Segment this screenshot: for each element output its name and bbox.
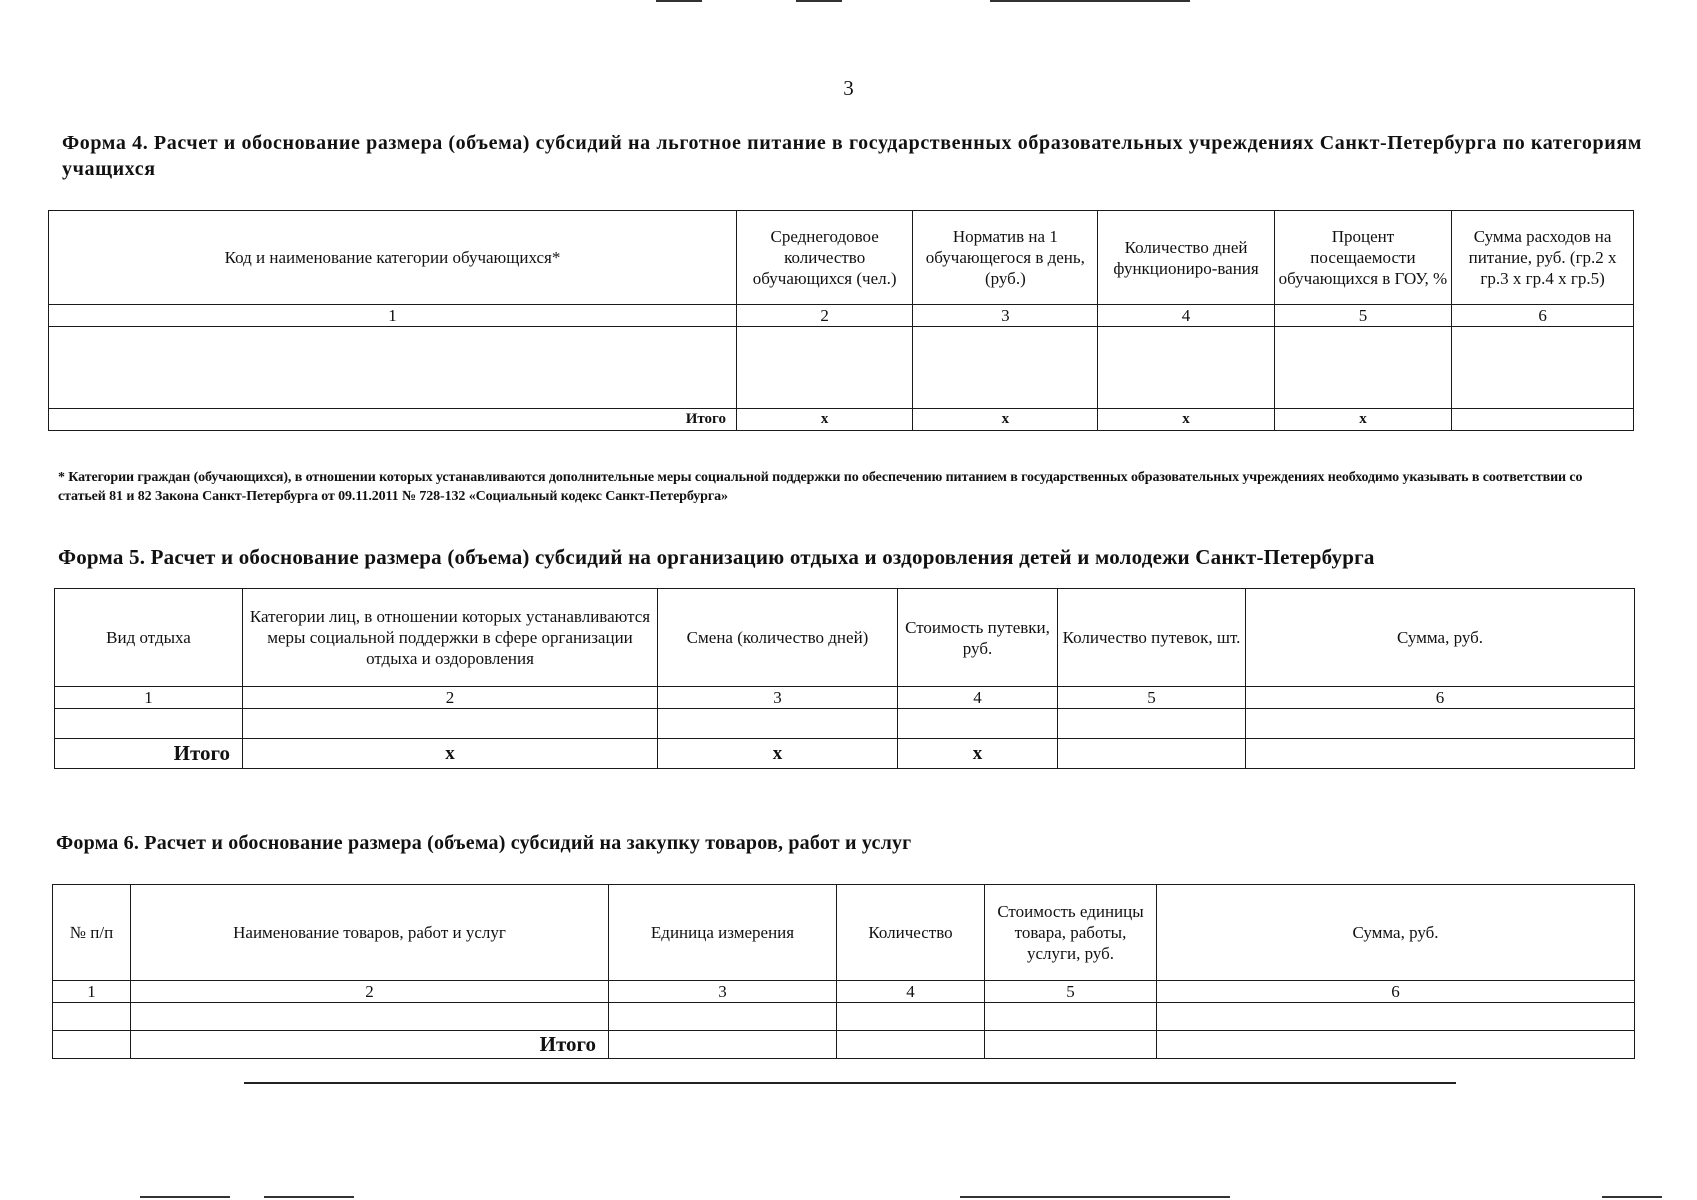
table-cell — [609, 1003, 837, 1031]
total-cell — [609, 1031, 837, 1059]
table-header-row — [49, 211, 1634, 305]
column-number: 2 — [736, 305, 912, 327]
total-cell — [53, 1031, 131, 1059]
total-mark: x — [736, 409, 912, 431]
header-cell: Сумма, руб. — [1246, 589, 1635, 687]
table-cell — [736, 327, 912, 409]
column-number: 6 — [1246, 687, 1635, 709]
column-number: 6 — [1452, 305, 1634, 327]
header-cell: Наименование товаров, работ и услуг — [131, 885, 609, 981]
table-row — [49, 327, 1634, 409]
header-cell: № п/п — [53, 885, 131, 981]
table-cell — [1274, 327, 1451, 409]
scan-artifact — [1602, 1196, 1662, 1198]
total-label: Итого — [55, 739, 243, 769]
table-cell — [1157, 1003, 1635, 1031]
total-cell — [1452, 409, 1634, 431]
table-cell — [49, 327, 737, 409]
column-number: 3 — [609, 981, 837, 1003]
table-cell — [243, 709, 658, 739]
total-mark: x — [898, 739, 1058, 769]
header-cell: Количество — [837, 885, 985, 981]
total-cell — [837, 1031, 985, 1059]
total-row — [53, 1031, 1635, 1059]
column-number: 4 — [1098, 305, 1274, 327]
total-mark: x — [913, 409, 1098, 431]
table-cell — [131, 1003, 609, 1031]
column-number-row — [55, 687, 1635, 709]
scan-artifact — [264, 1196, 354, 1198]
header-cell: Процент посещаемости обучающихся в ГОУ, % — [1274, 211, 1451, 305]
scan-artifact — [796, 0, 842, 2]
total-row — [49, 409, 1634, 431]
total-cell — [1058, 739, 1246, 769]
total-label: Итого — [131, 1031, 609, 1059]
scan-artifact — [656, 0, 702, 2]
total-mark: x — [658, 739, 898, 769]
table-cell — [55, 709, 243, 739]
column-number: 2 — [131, 981, 609, 1003]
header-cell: Стоимость путевки, руб. — [898, 589, 1058, 687]
column-number: 4 — [837, 981, 985, 1003]
column-number: 6 — [1157, 981, 1635, 1003]
header-cell: Единица измерения — [609, 885, 837, 981]
header-cell: Сумма, руб. — [1157, 885, 1635, 981]
column-number: 5 — [1058, 687, 1246, 709]
form5-table — [54, 588, 1635, 769]
column-number: 3 — [913, 305, 1098, 327]
header-cell: Сумма расходов на питание, руб. (гр.2 х гр.3 х гр.4 х гр.5) — [1452, 211, 1634, 305]
total-row — [55, 739, 1635, 769]
total-mark: x — [1098, 409, 1274, 431]
table-cell — [837, 1003, 985, 1031]
header-cell: Вид отдыха — [55, 589, 243, 687]
header-cell: Категории лиц, в отношении которых устанавливаются меры социальной поддержки в сфере организации отдыха и оздоровления — [243, 589, 658, 687]
column-number: 3 — [658, 687, 898, 709]
total-mark: x — [243, 739, 658, 769]
scan-artifact — [990, 0, 1190, 2]
column-number-row — [53, 981, 1635, 1003]
table-cell — [1246, 709, 1635, 739]
table-cell — [1058, 709, 1246, 739]
header-cell: Количество путевок, шт. — [1058, 589, 1246, 687]
total-label: Итого — [49, 409, 737, 431]
column-number: 2 — [243, 687, 658, 709]
table-cell — [53, 1003, 131, 1031]
form5-title: Форма 5. Расчет и обоснование размера (объема) субсидий на организацию отдыха и оздоровления детей и молодежи Санкт-Петербурга — [58, 545, 1375, 569]
table-cell — [898, 709, 1058, 739]
table-row — [55, 709, 1635, 739]
column-number: 5 — [985, 981, 1157, 1003]
table-cell — [913, 327, 1098, 409]
scan-artifact — [140, 1196, 230, 1198]
form6-table — [52, 884, 1635, 1059]
column-number: 5 — [1274, 305, 1451, 327]
header-cell: Количество дней функциониро-вания — [1098, 211, 1274, 305]
column-number-row — [49, 305, 1634, 327]
table-cell — [1452, 327, 1634, 409]
table-header-row — [53, 885, 1635, 981]
column-number: 1 — [55, 687, 243, 709]
scan-artifact — [960, 1196, 1230, 1198]
column-number: 1 — [53, 981, 131, 1003]
total-cell — [1157, 1031, 1635, 1059]
table-cell — [985, 1003, 1157, 1031]
form4-footnote: * Категории граждан (обучающихся), в отношении которых устанавливаются дополнительные меры социальной поддержки по обеспечению питанием в государственных образовательных учреждениях необходимо указывать в соответствии со статьей 81 и 82 Закона Санкт-Петербурга от 09.11.2011 № 728-132 «Социальный кодекс Санкт-Петербурга» — [58, 470, 1583, 504]
table-header-row — [55, 589, 1635, 687]
form4-table — [48, 210, 1634, 431]
page-number: 3 — [843, 76, 854, 100]
table-cell — [1098, 327, 1274, 409]
header-cell: Норматив на 1 обучающегося в день, (руб.) — [913, 211, 1098, 305]
column-number: 1 — [49, 305, 737, 327]
form4-title: Форма 4. Расчет и обоснование размера (объема) субсидий на льготное питание в государственных образовательных учреждениях Санкт-Петербурга по категориям учащихся — [62, 132, 1642, 180]
header-cell: Среднегодовое количество обучающихся (чел.) — [736, 211, 912, 305]
header-cell: Код и наименование категории обучающихся* — [49, 211, 737, 305]
column-number: 4 — [898, 687, 1058, 709]
header-cell: Смена (количество дней) — [658, 589, 898, 687]
table-cell — [658, 709, 898, 739]
total-cell — [1246, 739, 1635, 769]
closing-rule — [244, 1082, 1456, 1084]
total-mark: x — [1274, 409, 1451, 431]
table-row — [53, 1003, 1635, 1031]
header-cell: Стоимость единицы товара, работы, услуги, руб. — [985, 885, 1157, 981]
total-cell — [985, 1031, 1157, 1059]
form6-title: Форма 6. Расчет и обоснование размера (объема) субсидий на закупку товаров, работ и услуг — [56, 832, 912, 854]
